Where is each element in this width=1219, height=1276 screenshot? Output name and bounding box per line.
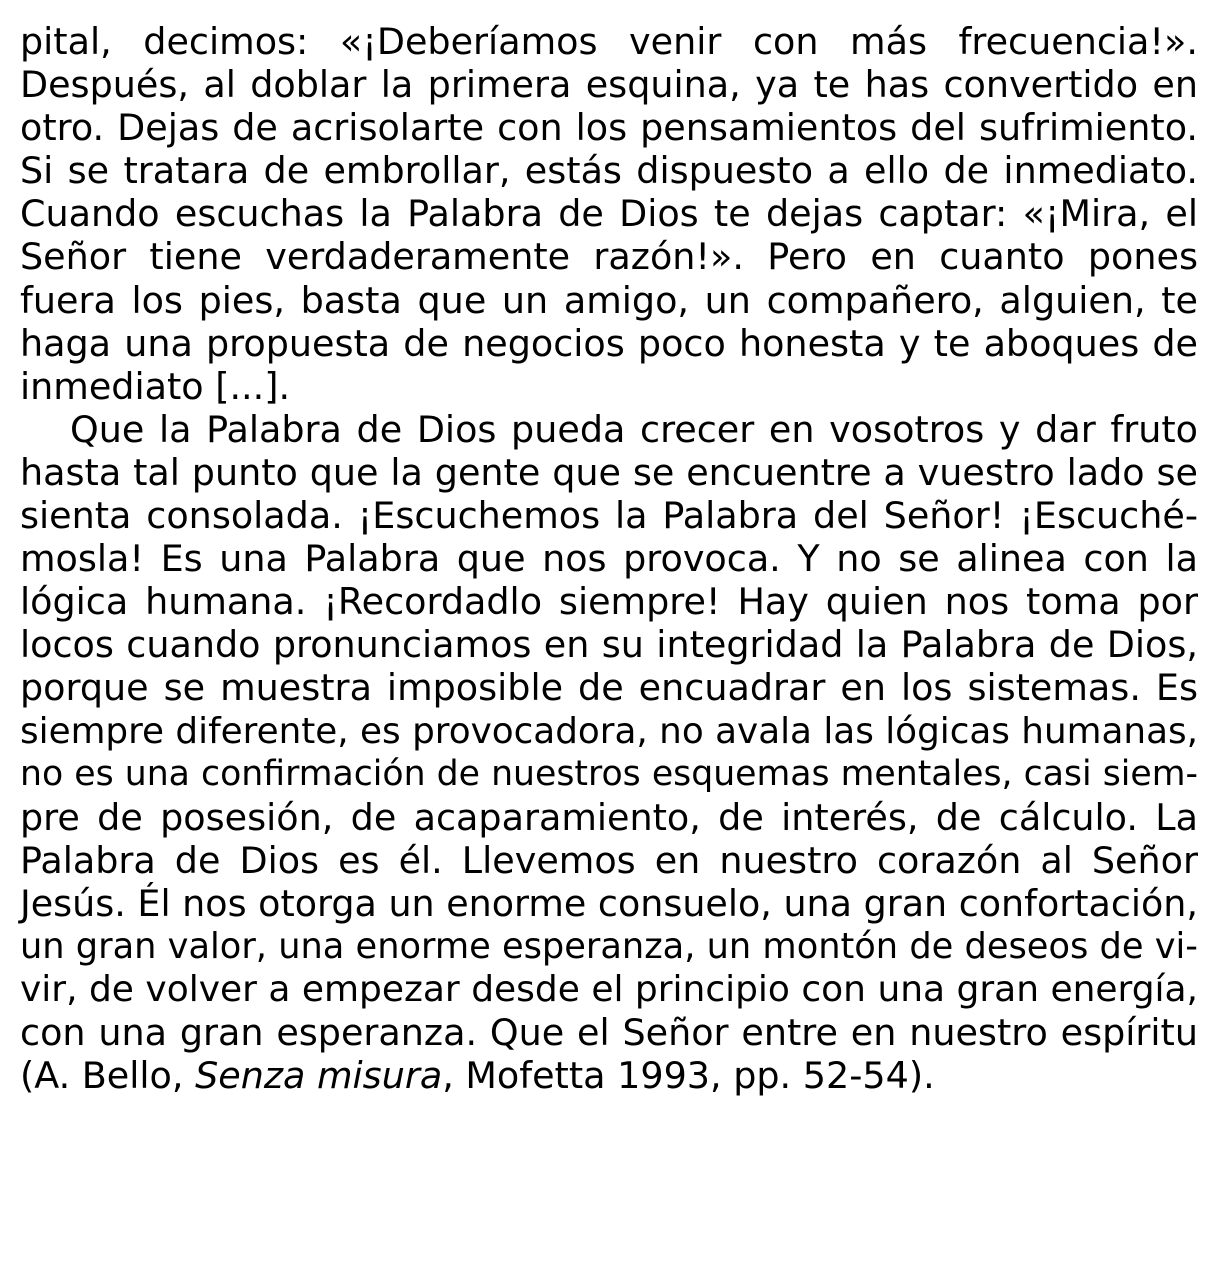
text-line: otro. Dejas de acrisolarte con los pensamientos del sufrimiento. (20, 106, 1198, 150)
text-line: no es una confirmación de nuestros esquemas mentales, casi siem- (20, 753, 1198, 794)
text-line: vir, de volver a empezar desde el principio con una gran energía, (20, 969, 1198, 1011)
paragraph-1 (20, 20, 1198, 408)
text-line: pre de posesión, de acaparamiento, de interés, de cálculo. La (20, 795, 1198, 839)
text-line: Palabra de Dios es él. Llevemos en nuestro corazón al Señor (20, 838, 1198, 882)
citation-line (20, 1054, 1198, 1097)
text-line: locos cuando pronunciamos en su integridad la Palabra de Dios, (20, 623, 1198, 667)
paragraph-2 (20, 408, 1198, 1098)
text-line: Cuando escuchas la Palabra de Dios te dejas captar: «¡Mira, el (20, 192, 1198, 236)
text-line: Jesús. Él nos otorga un enorme consuelo, una gran confortación, (20, 881, 1198, 925)
text-line: Después, al doblar la primera esquina, ya te has convertido en (20, 63, 1198, 107)
text-line: inmediato [...]. (20, 364, 291, 408)
citation-author: (A. Bello, (20, 1054, 196, 1098)
citation-title: Senza misura (195, 1054, 443, 1098)
text-line: Que la Palabra de Dios pueda crecer en vosotros y dar fruto (70, 407, 1198, 451)
document-page (20, 20, 1198, 1097)
citation-publisher: , Mofetta 1993, pp. 52-54). (442, 1054, 935, 1098)
text-line: mosla! Es una Palabra que nos provoca. Y no se alinea con la (20, 537, 1198, 581)
text-line: siempre diferente, es provocadora, no avala las lógicas humanas, (20, 710, 1198, 752)
text-line: sienta consolada. ¡Escuchemos la Palabra del Señor! ¡Escuché- (20, 494, 1198, 538)
text-line: un gran valor, una enorme esperanza, un montón de deseos de vi- (20, 925, 1198, 967)
text-line: con una gran esperanza. Que el Señor entre en nuestro espíritu (20, 1011, 1198, 1055)
text-line: haga una propuesta de negocios poco honesta y te aboques de (20, 321, 1198, 365)
text-line: porque se muestra imposible de encuadrar en los sistemas. Es (20, 666, 1198, 710)
text-line: pital, decimos: «¡Deberíamos venir con más frecuencia!». (20, 20, 1198, 63)
text-line: fuera los pies, basta que un amigo, un compañero, alguien, te (20, 278, 1198, 322)
text-line: Señor tiene verdaderamente razón!». Pero en cuanto pones (20, 235, 1198, 279)
text-line: lógica humana. ¡Recordadlo siempre! Hay quien nos toma por (20, 580, 1198, 624)
text-line: hasta tal punto que la gente que se encuentre a vuestro lado se (20, 450, 1198, 494)
text-line: Si se tratara de embrollar, estás dispuesto a ello de inmediato. (20, 149, 1198, 193)
